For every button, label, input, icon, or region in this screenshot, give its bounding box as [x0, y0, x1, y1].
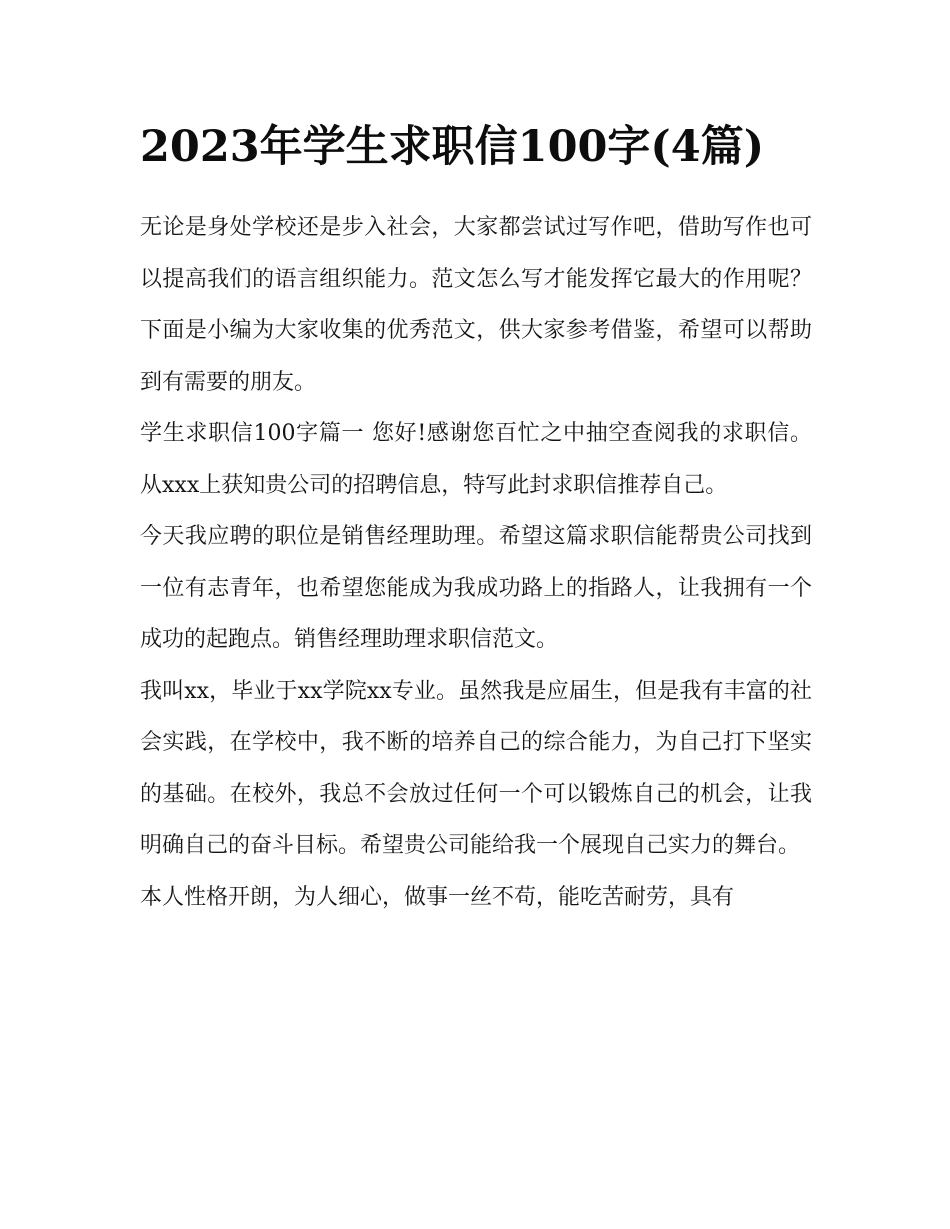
paragraph-background: 我叫xx，毕业于xx学院xx专业。虽然我是应届生，但是我有丰富的社会实践，在学校中，我不断的培养自己的综合能力，为自己打下坚实的基础。在校外，我总不会放过任何一个可以锻炼自己的机会，让我明确自己的奋斗目标。希望贵公司能给我一个展现自己实力的舞台。: [140, 678, 812, 858]
paragraph-personality: 本人性格开朗，为人细心，做事一丝不苟，能吃苦耐劳，具有: [140, 884, 735, 910]
document-body: [140, 202, 812, 923]
paragraph-letter-one-opening: 学生求职信100字篇一 您好!感谢您百忙之中抽空查阅我的求职信。从xxx上获知贵公司的招聘信息，特写此封求职信推荐自己。: [140, 421, 812, 498]
paragraph-intro: 无论是身处学校还是步入社会，大家都尝试过写作吧，借助写作也可以提高我们的语言组织能力。范文怎么写才能发挥它最大的作用呢？下面是小编为大家收集的优秀范文，供大家参考借鉴，希望可以帮助到有需要的朋友。: [140, 215, 812, 395]
document-page: [140, 117, 812, 923]
paragraph-position: 今天我应聘的职位是销售经理助理。希望这篇求职信能帮贵公司找到一位有志青年，也希望您能成为我成功路上的指路人，让我拥有一个成功的起跑点。销售经理助理求职信范文。: [140, 524, 812, 652]
document-title: 2023年学生求职信100字(4篇): [140, 122, 765, 172]
